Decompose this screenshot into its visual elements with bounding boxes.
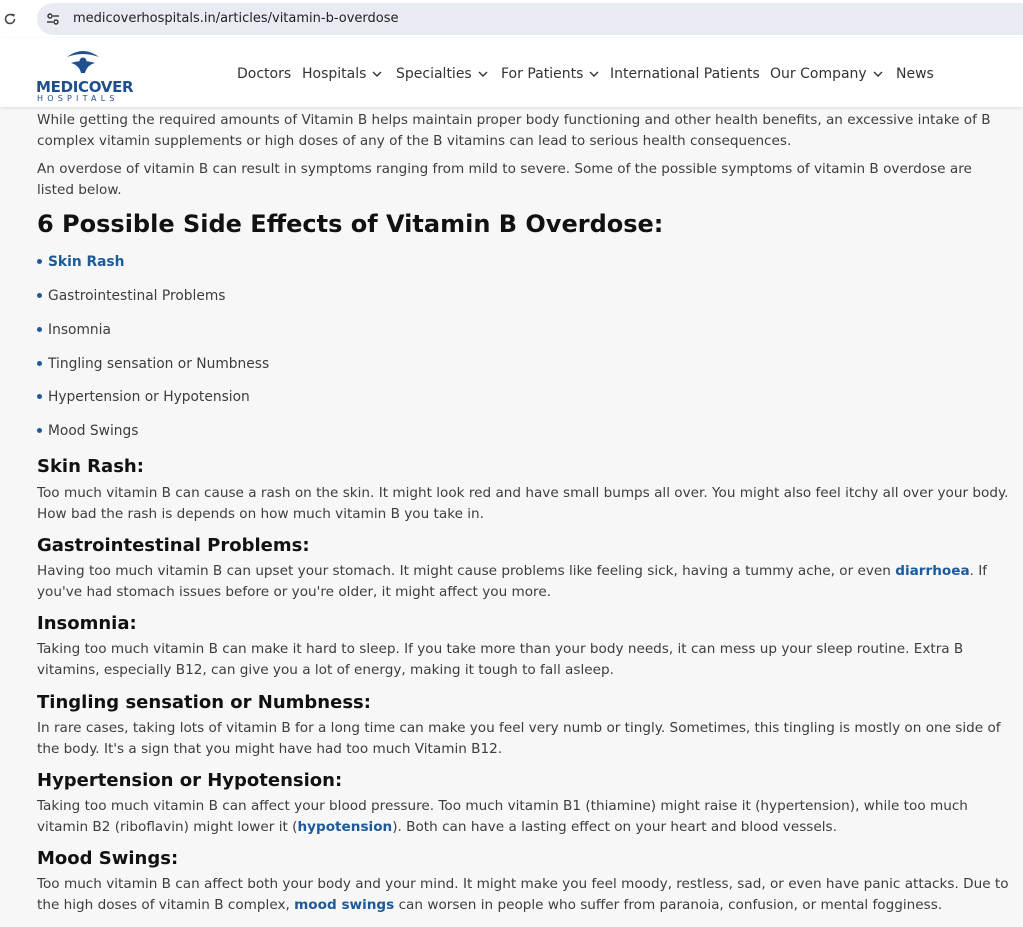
section-title-tingling: Tingling sensation or Numbness: xyxy=(37,692,371,713)
bullet-icon xyxy=(37,259,42,264)
nav-specialties[interactable] xyxy=(396,66,488,82)
nav-news[interactable] xyxy=(896,66,934,82)
list-item-gastrointestinal xyxy=(37,288,225,304)
logo-subtitle: HOSPITALS xyxy=(37,94,119,103)
bullet-icon xyxy=(37,361,42,366)
nav-doctors[interactable] xyxy=(237,66,291,82)
list-item-label: Tingling sensation or Numbness xyxy=(48,356,270,372)
nav-label: Specialties xyxy=(396,66,472,82)
list-item-label: Gastrointestinal Problems xyxy=(48,288,226,304)
bullet-icon xyxy=(37,293,42,298)
bullet-icon xyxy=(37,394,42,399)
list-item-skin-rash[interactable] xyxy=(37,254,124,270)
text-span: can worsen in people who suffer from paranoia, confusion, or mental fogginess. xyxy=(394,896,943,913)
section-title-insomnia: Insomnia: xyxy=(37,613,137,634)
section-title-blood-pressure: Hypertension or Hypotension: xyxy=(37,770,343,791)
nav-hospitals[interactable] xyxy=(302,66,382,82)
list-item-label: Skin Rash xyxy=(48,254,125,270)
section-text-skin-rash: Too much vitamin B can cause a rash on the skin. It might look red and have small bumps all over. You might also feel itchy all over your body. How bad the rash is depends on how much vitamin B you take in. xyxy=(37,485,1009,522)
section-text-insomnia: Taking too much vitamin B can make it hard to sleep. If you take more than your body needs, it can mess up your sleep routine. Extra B vitamins, especially B12, can give you a lot of energy, making it tough to fall asleep. xyxy=(37,641,964,678)
logo-name: MEDICOVER xyxy=(36,78,134,96)
text-span: Having too much vitamin B can upset your stomach. It might cause problems like feeling sick, having a tummy ache, or even xyxy=(37,563,896,579)
logo-icon xyxy=(63,47,103,77)
chevron-down-icon xyxy=(873,71,883,77)
nav-label: For Patients xyxy=(501,66,584,82)
mood-swings-link[interactable]: mood swings xyxy=(294,896,395,913)
list-item-label: Mood Swings xyxy=(48,423,139,439)
list-item-blood-pressure xyxy=(37,389,250,405)
browser-address-bar xyxy=(0,0,1023,38)
chevron-down-icon xyxy=(372,71,382,77)
nav-label: Doctors xyxy=(237,66,292,82)
intro-paragraph-2: An overdose of vitamin B can result in symptoms ranging from mild to severe. Some of the possible symptoms of vitamin B overdose are listed below. xyxy=(37,161,972,198)
text-span: Too much vitamin B can affect both your body and your mind. It might make you feel moody, restless, sad, or even have panic attacks. Due to the high doses of vitamin B complex, xyxy=(37,876,1009,913)
section-title-skin-rash: Skin Rash: xyxy=(37,456,144,477)
nav-for-patients[interactable] xyxy=(501,66,599,82)
list-item-label: Insomnia xyxy=(48,322,111,338)
list-item-tingling xyxy=(37,356,269,372)
section-text-mood-swings xyxy=(37,874,1012,915)
logo[interactable] xyxy=(36,47,134,103)
bullet-icon xyxy=(37,428,42,433)
nav-label: International Patients xyxy=(610,66,760,82)
diarrhoea-link[interactable]: diarrhoea xyxy=(895,563,970,579)
list-item-label: Hypertension or Hypotension xyxy=(48,389,250,405)
section-title-mood-swings: Mood Swings: xyxy=(37,848,179,869)
nav-international-patients[interactable] xyxy=(610,66,760,82)
nav-label: Our Company xyxy=(770,66,867,82)
text-span: Taking too much vitamin B can affect your blood pressure. Too much vitamin B1 (thiamine) might raise it (hypertension), while too much vitamin B2 (riboflavin) might lower it ( xyxy=(37,798,968,835)
hypotension-link[interactable]: hypotension xyxy=(297,818,393,835)
section-text-blood-pressure xyxy=(37,796,1012,837)
site-settings-icon[interactable] xyxy=(45,11,61,27)
nav-label: Hospitals xyxy=(302,66,367,82)
url-text[interactable]: medicoverhospitals.in/articles/vitamin-b-overdose xyxy=(73,11,399,26)
section-title-gastrointestinal: Gastrointestinal Problems: xyxy=(37,535,310,556)
reload-icon[interactable] xyxy=(3,11,17,25)
bullet-icon xyxy=(37,327,42,332)
chevron-down-icon xyxy=(589,71,599,77)
intro-paragraph-1: While getting the required amounts of Vitamin B helps maintain proper body functioning and other health benefits, an excessive intake of B complex vitamin supplements or high doses of any of the B vitamins can lead to serious health consequences. xyxy=(37,112,991,149)
site-header xyxy=(0,38,1023,107)
list-item-insomnia xyxy=(37,322,111,338)
list-item-mood-swings xyxy=(37,423,139,439)
url-box[interactable] xyxy=(37,3,1023,35)
nav-our-company[interactable] xyxy=(770,66,883,82)
text-span: ). Both can have a lasting effect on your heart and blood vessels. xyxy=(392,818,837,835)
side-effects-heading: 6 Possible Side Effects of Vitamin B Overdose: xyxy=(37,210,664,238)
section-text-gastrointestinal xyxy=(37,561,1012,602)
text-span: . If you've had stomach issues before or you're older, it might affect you more. xyxy=(37,563,988,600)
chevron-down-icon xyxy=(478,71,488,77)
nav-label: News xyxy=(896,66,934,82)
section-text-tingling: In rare cases, taking lots of vitamin B for a long time can make you feel very numb or tingly. Sometimes, this tingling is mostly on one side of the body. It's a sign that you might have had too much Vitamin B12. xyxy=(37,720,1001,757)
